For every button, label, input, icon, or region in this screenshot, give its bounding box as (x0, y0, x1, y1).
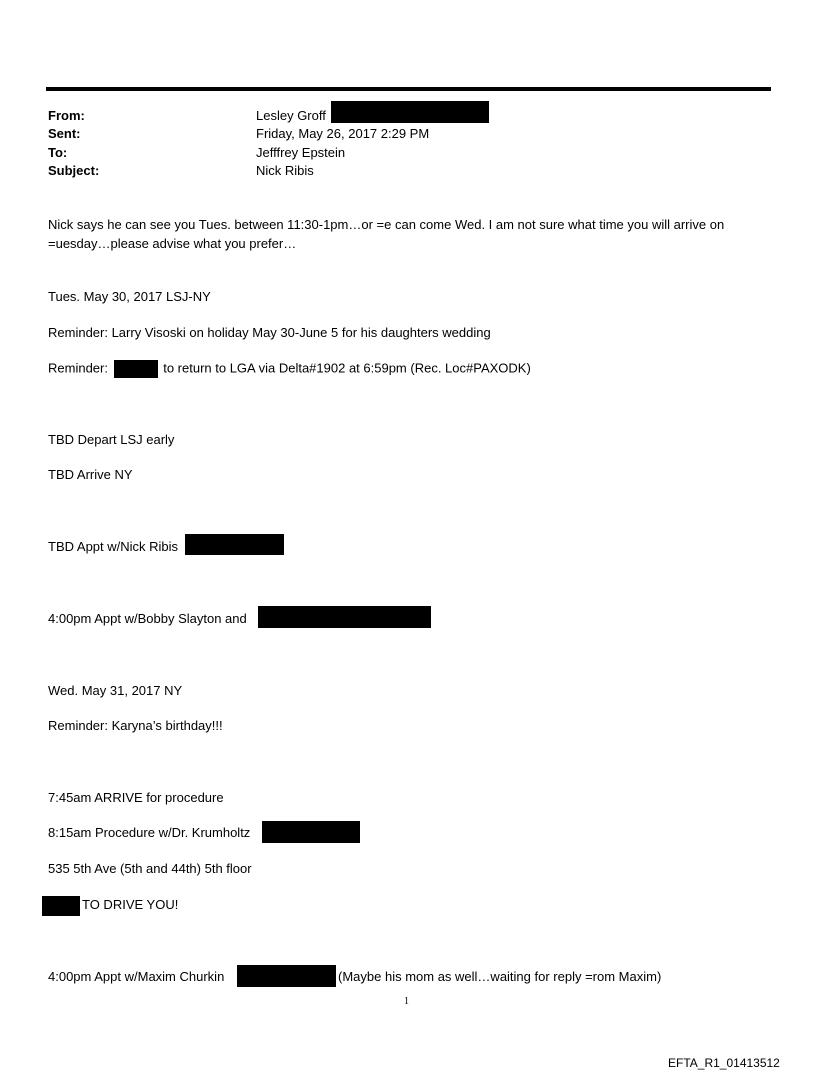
appt-maxim (48, 969, 224, 984)
redaction-box (42, 896, 80, 916)
appt-maxim-suffix: (Maybe his mom as well…waiting for reply =rom Maxim) (338, 969, 662, 984)
sent-value: Friday, May 26, 2017 2:29 PM (256, 126, 430, 141)
redaction-box (237, 965, 336, 987)
from-value (256, 108, 326, 123)
to-value: Jefffrey Epstein (256, 145, 346, 160)
tue-reminder-2-prefix: Reminder: (48, 360, 108, 376)
tbd-arrive: TBD Arrive NY (48, 467, 133, 482)
address: 535 5th Ave (5th and 44th) 5th floor (48, 861, 252, 876)
from-name: Lesley Groff (256, 108, 326, 123)
intro-line-2: =uesday…please advise what you prefer… (48, 236, 297, 251)
redaction-box (331, 101, 489, 123)
appt-bobby (48, 611, 247, 626)
wed-heading: Wed. May 31, 2017 NY (48, 683, 183, 698)
subject-label: Subject: (48, 163, 100, 178)
from-label: From: (48, 108, 85, 123)
header-divider (46, 87, 771, 91)
redaction-box (262, 821, 360, 843)
tbd-appt-text: TBD Appt w/Nick Ribis (48, 539, 179, 554)
subject-value: Nick Ribis (256, 163, 314, 178)
drive-you: TO DRIVE YOU! (82, 897, 179, 912)
wed-reminder: Reminder: Karyna’s birthday!!! (48, 718, 223, 733)
to-label: To: (48, 145, 68, 160)
tue-reminder-1: Reminder: Larry Visoski on holiday May 30-June 5 for his daughters wedding (48, 325, 491, 340)
redaction-box (185, 534, 284, 555)
procedure-text: 8:15am Procedure w/Dr. Krumholtz (48, 825, 251, 840)
redaction-box (258, 606, 431, 628)
intro-line-1: Nick says he can see you Tues. between 11:30-1pm…or =e can come Wed. I am not sure what time you will arrive on (48, 217, 725, 232)
tbd-appt (48, 539, 178, 554)
appt-maxim-prefix: 4:00pm Appt w/Maxim Churkin (48, 969, 225, 984)
tue-heading: Tues. May 30, 2017 LSJ-NY (48, 289, 211, 304)
redaction-box (114, 360, 158, 378)
footer-document-id: EFTA_R1_01413512 (668, 1056, 780, 1070)
tbd-depart: TBD Depart LSJ early (48, 432, 175, 447)
procedure (48, 825, 250, 840)
arrive-procedure: 7:45am ARRIVE for procedure (48, 790, 224, 805)
tue-reminder-2 (48, 360, 531, 378)
page-number: 1 (404, 996, 409, 1007)
appt-bobby-text: 4:00pm Appt w/Bobby Slayton and (48, 611, 247, 626)
tue-reminder-2-suffix: to return to LGA via Delta#1902 at 6:59pm (Rec. Loc#PAXODK) (163, 360, 531, 376)
sent-label: Sent: (48, 126, 81, 141)
